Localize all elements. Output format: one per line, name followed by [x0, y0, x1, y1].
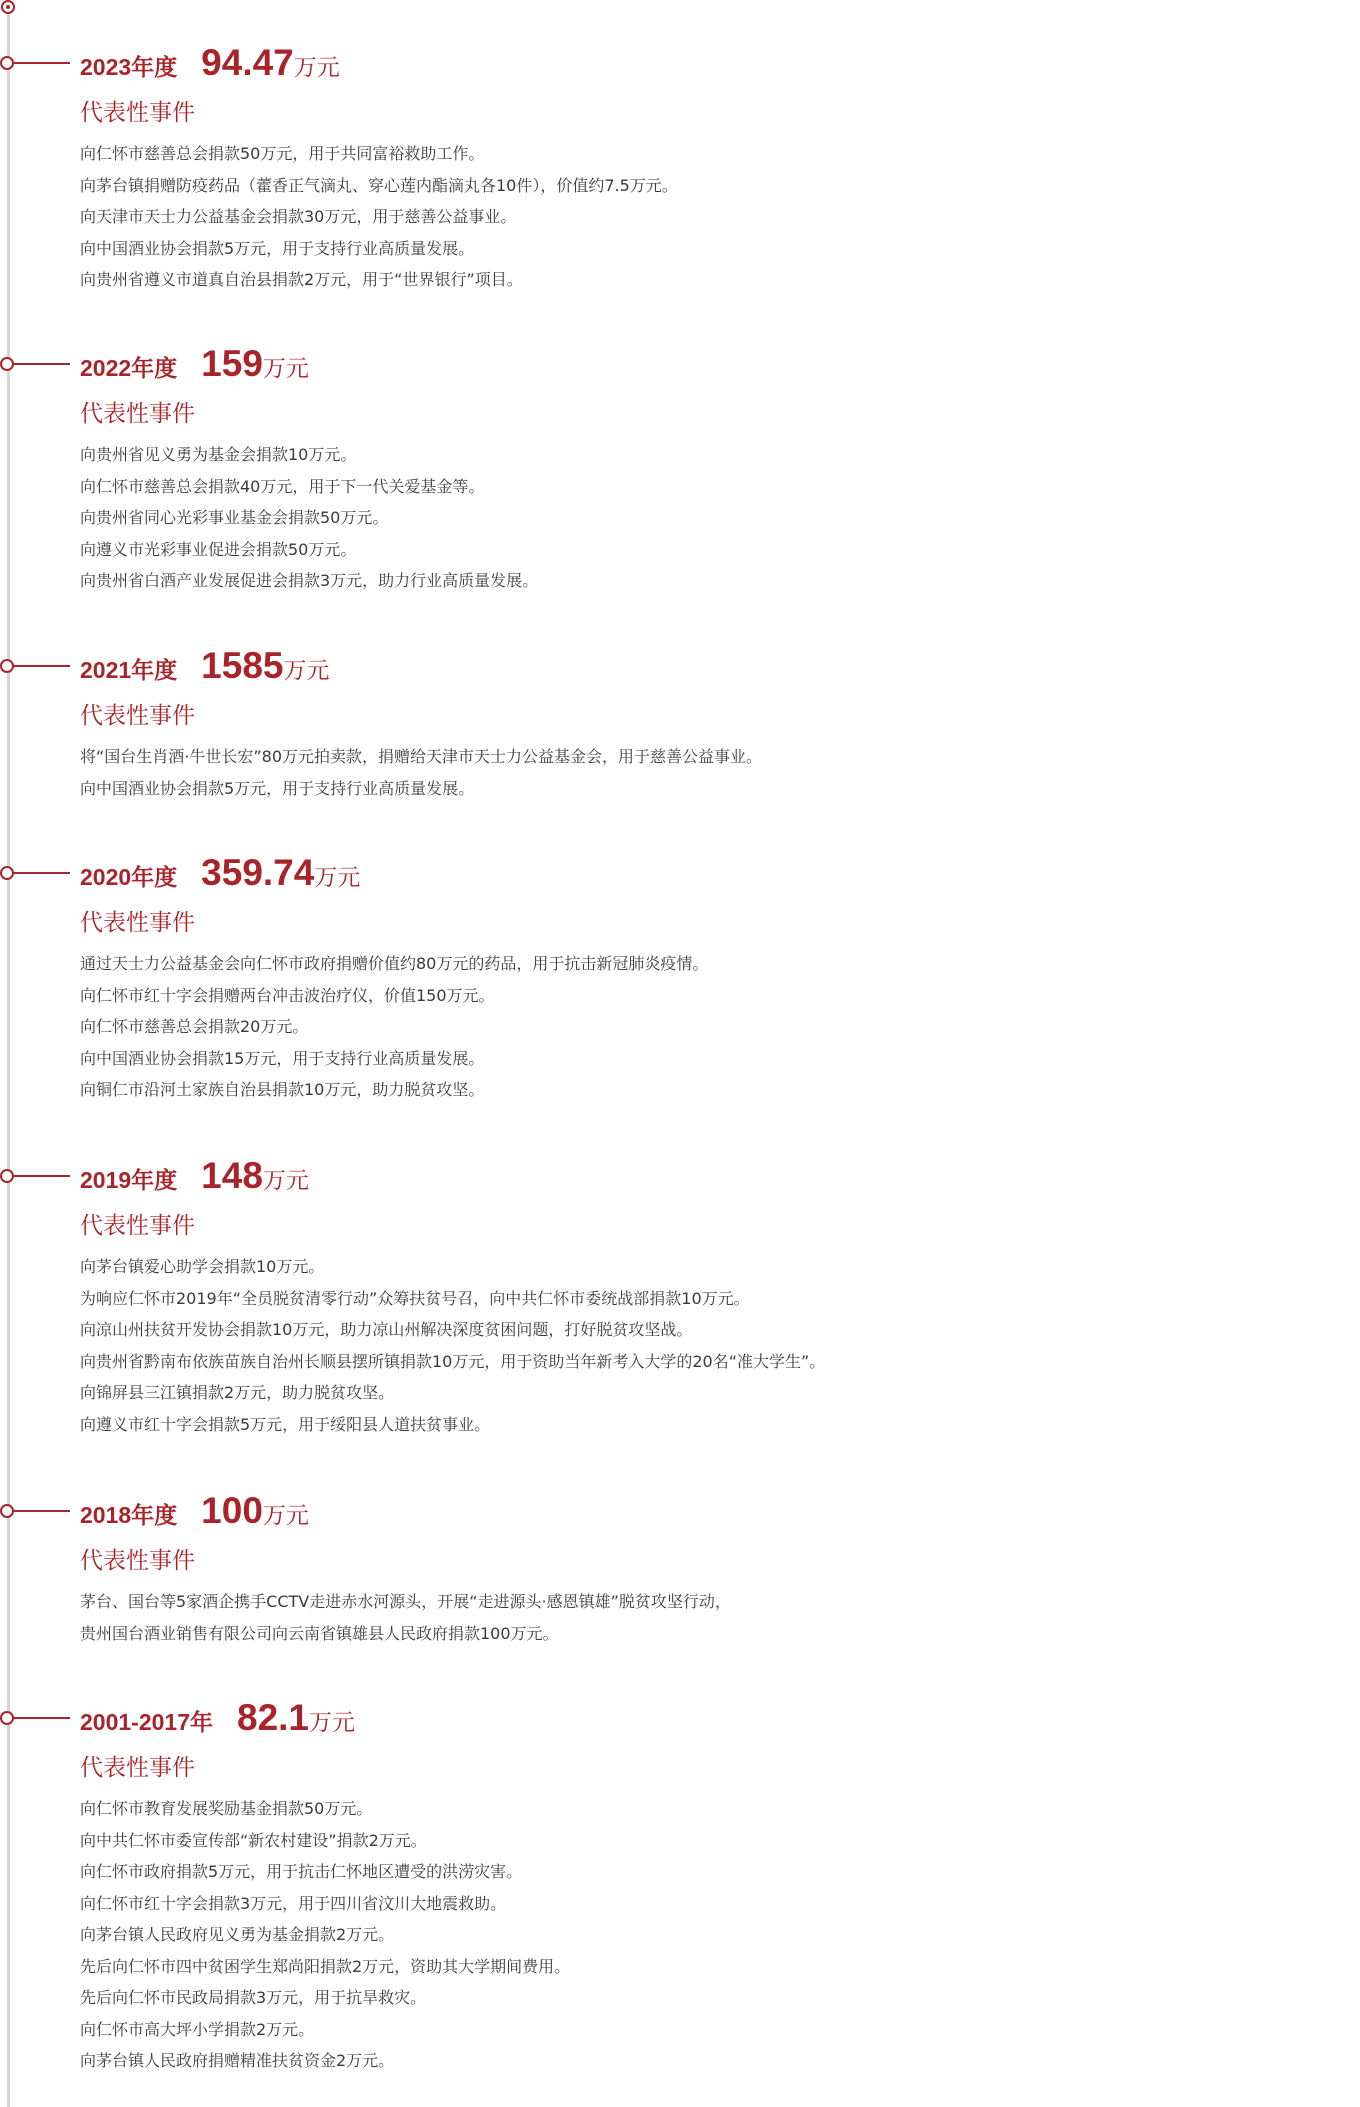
- event-item: 向贵州省同心光彩事业基金会捐款50万元。: [80, 508, 389, 527]
- event-item: 向中国酒业协会捐款15万元，用于支持行业高质量发展。: [80, 1048, 485, 1068]
- entry-header: [80, 645, 329, 685]
- event-list: [80, 948, 708, 1106]
- donation-amount: 359.74: [201, 852, 315, 893]
- event-item: 向中共仁怀市委宣传部“新农村建设”捐款2万元。: [80, 1830, 427, 1850]
- event-list: [80, 741, 762, 804]
- event-item: 向茅台镇人民政府捐赠精准扶贫资金2万元。: [80, 2051, 395, 2070]
- amount-unit: 万元: [262, 356, 309, 382]
- event-item: 向茅台镇捐赠防疫药品（藿香正气滴丸、穿心莲内酯滴丸各10件），价值约7.5万元。: [80, 175, 678, 195]
- event-item: 向仁怀市政府捐款5万元，用于抗击仁怀地区遭受的洪涝灾害。: [80, 1862, 523, 1881]
- timeline-marker: [0, 1169, 14, 1183]
- entry-header: [80, 1155, 309, 1195]
- event-item: 先后向仁怀市民政局捐款3万元，用于抗旱救灾。: [80, 1988, 427, 2007]
- event-item: 向贵州省见义勇为基金会捐款10万元。: [80, 445, 357, 464]
- event-item: 向仁怀市教育发展奖励基金捐款50万元。: [80, 1799, 373, 1818]
- event-item: 向仁怀市慈善总会捐款40万元，用于下一代关爱基金等。: [80, 476, 485, 496]
- amount-unit: 万元: [262, 1503, 309, 1529]
- timeline-marker: [0, 56, 14, 70]
- amount-unit: 万元: [262, 1168, 309, 1194]
- donation-amount: 100: [201, 1490, 263, 1531]
- events-heading: 代表性事件: [80, 1548, 195, 1574]
- event-item: 向中国酒业协会捐款5万元，用于支持行业高质量发展。: [80, 238, 475, 258]
- timeline-marker: [0, 357, 14, 371]
- timeline-connector: [13, 62, 70, 64]
- amount-unit: 万元: [283, 658, 330, 684]
- event-item: 向仁怀市高大坪小学捐款2万元。: [80, 2019, 315, 2039]
- events-heading: 代表性事件: [80, 910, 195, 936]
- year-label: 2020年度: [80, 864, 178, 890]
- entry-header: [80, 852, 360, 892]
- timeline-marker: [0, 1504, 14, 1518]
- event-item: 向贵州省白酒产业发展促进会捐款3万元，助力行业高质量发展。: [80, 571, 539, 590]
- event-item: 向中国酒业协会捐款5万元，用于支持行业高质量发展。: [80, 778, 475, 798]
- timeline-line: [7, 8, 10, 2107]
- event-item: 向铜仁市沿河土家族自治县捐款10万元，助力脱贫攻坚。: [80, 1080, 485, 1099]
- event-list: [80, 439, 538, 597]
- timeline-connector: [13, 1717, 70, 1719]
- timeline-start-dot: [1, 0, 15, 14]
- event-item: 贵州国台酒业销售有限公司向云南省镇雄县人民政府捐款100万元。: [80, 1623, 559, 1643]
- donation-amount: 94.47: [201, 42, 294, 83]
- donation-amount: 148: [201, 1155, 263, 1196]
- event-item: 向遵义市光彩事业促进会捐款50万元。: [80, 539, 357, 559]
- amount-unit: 万元: [309, 1710, 356, 1736]
- event-item: 向锦屏县三江镇捐款2万元，助力脱贫攻坚。: [80, 1383, 395, 1402]
- event-list: [80, 1251, 825, 1440]
- event-item: 向贵州省遵义市道真自治县捐款2万元，用于“世界银行”项目。: [80, 270, 523, 289]
- donation-amount: 1585: [201, 645, 284, 686]
- event-item: 向仁怀市慈善总会捐款20万元。: [80, 1017, 309, 1036]
- event-item: 茅台、国台等5家酒企携手CCTV走进赤水河源头，开展“走进源头·感恩镇雄”脱贫攻坚行动，: [80, 1592, 731, 1611]
- year-label: 2019年度: [80, 1167, 178, 1193]
- timeline-marker: [0, 659, 14, 673]
- timeline-connector: [13, 872, 70, 874]
- events-heading: 代表性事件: [80, 1213, 195, 1239]
- year-label: 2022年度: [80, 355, 178, 381]
- timeline-connector: [13, 1510, 70, 1512]
- amount-unit: 万元: [293, 55, 340, 81]
- event-item: 将“国台生肖酒·牛世长宏”80万元拍卖款，捐赠给天津市天士力公益基金会，用于慈善公益事业。: [80, 747, 763, 766]
- event-item: 向遵义市红十字会捐款5万元，用于绥阳县人道扶贫事业。: [80, 1414, 491, 1434]
- entry-header: [80, 1697, 355, 1737]
- timeline-marker: [0, 866, 14, 880]
- events-heading: 代表性事件: [80, 1755, 195, 1781]
- event-item: 向贵州省黔南布依族苗族自治州长顺县摆所镇捐款10万元，用于资助当年新考入大学的20名“准大学生”。: [80, 1351, 826, 1371]
- entry-header: [80, 1490, 309, 1530]
- amount-unit: 万元: [314, 865, 361, 891]
- entry-header: [80, 343, 309, 383]
- timeline-marker: [0, 1711, 14, 1725]
- event-item: 向凉山州扶贫开发协会捐款10万元，助力凉山州解决深度贫困问题，打好脱贫攻坚战。: [80, 1320, 693, 1339]
- events-heading: 代表性事件: [80, 401, 195, 427]
- event-item: 向茅台镇爱心助学会捐款10万元。: [80, 1257, 325, 1276]
- year-label: 2018年度: [80, 1502, 178, 1528]
- event-list: [80, 1793, 570, 2077]
- event-item: 先后向仁怀市四中贫困学生郑尚阳捐款2万元，资助其大学期间费用。: [80, 1956, 571, 1976]
- timeline-connector: [13, 1175, 70, 1177]
- events-heading: 代表性事件: [80, 100, 195, 126]
- event-list: [80, 1586, 731, 1649]
- year-label: 2021年度: [80, 657, 178, 683]
- event-item: 向天津市天士力公益基金会捐款30万元，用于慈善公益事业。: [80, 207, 517, 226]
- donation-amount: 159: [201, 343, 263, 384]
- events-heading: 代表性事件: [80, 703, 195, 729]
- event-list: [80, 138, 678, 296]
- event-item: 向仁怀市红十字会捐赠两台冲击波治疗仪，价值150万元。: [80, 985, 495, 1005]
- event-item: 向仁怀市慈善总会捐款50万元，用于共同富裕救助工作。: [80, 144, 485, 163]
- timeline-connector: [13, 665, 70, 667]
- year-label: 2023年度: [80, 54, 178, 80]
- donation-amount: 82.1: [237, 1697, 310, 1738]
- event-item: 通过天士力公益基金会向仁怀市政府捐赠价值约80万元的药品，用于抗击新冠肺炎疫情。: [80, 954, 709, 973]
- event-item: 向茅台镇人民政府见义勇为基金捐款2万元。: [80, 1925, 395, 1944]
- event-item: 向仁怀市红十字会捐款3万元，用于四川省汶川大地震救助。: [80, 1893, 507, 1913]
- event-item: 为响应仁怀市2019年“全员脱贫清零行动”众筹扶贫号召，向中共仁怀市委统战部捐款10万元。: [80, 1288, 750, 1308]
- timeline-connector: [13, 363, 70, 365]
- entry-header: [80, 42, 340, 82]
- year-label: 2001-2017年: [80, 1709, 213, 1735]
